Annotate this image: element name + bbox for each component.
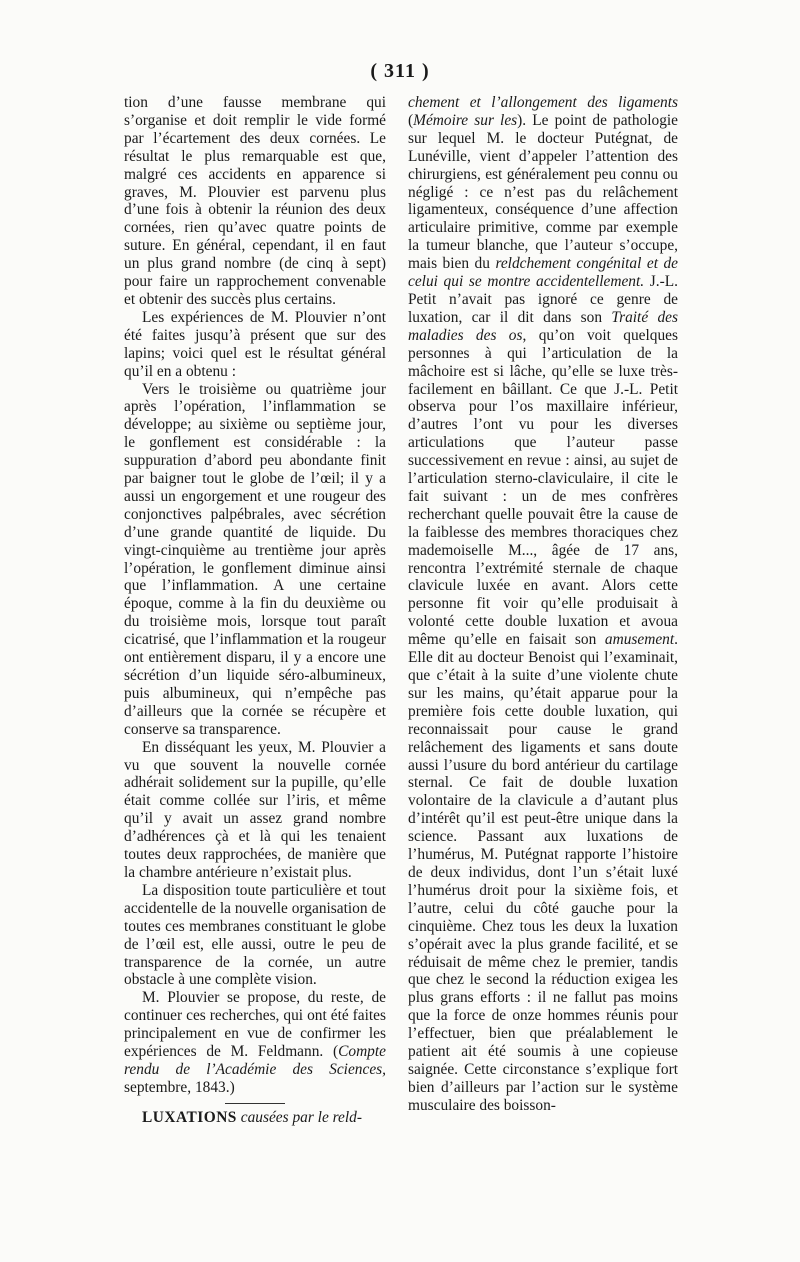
paragraph-experiences: Les expériences de M. Plouvier n’ont été faites jusqu’à présent que sur des lapins; voici quel est le résultat général qu’il en a obtenu : — [124, 308, 386, 380]
citation-date: septembre, 1843.) — [124, 1078, 235, 1096]
title-continuation: chement et l’allongement des ligaments — [408, 94, 678, 111]
paren-open: ( — [408, 111, 414, 129]
left-column — [124, 94, 386, 1127]
paragraph-disposition: La disposition toute particulière et tout accidentelle de la nouvelle organisation de toutes ces membranes constituant le globe de l’œil est, elle aussi, outre le peu de transparence de la cornée, un autre obstacle à une complète vision. — [124, 881, 386, 989]
emphasis-amusement: amusement — [604, 631, 675, 649]
luxation-text-c: , qu’on voit quelques personnes à qui l’articulation de la mâchoire est si lâche, qu’elle se luxe très-facilement en bâillant. Ce que J.-L. Petit observa pour l’os maxillaire inférieur, d’autres l’ont vu pour les diverses articulations que l’auteur passe successivement en revue : ainsi, au sujet de l’articulation sterno-claviculaire, il cite le fait suivant : un de mes confrères recherchant quelle pouvait être la cause de la faiblesse des membres thoraciques chez mademoiselle M..., âgée de 17 ans, rencontra l’extrémité sternale de chaque clavicule luxée en avant. Alors cette personne fit voir qu’elle produisait à volonté cette double luxation et avoua même qu’elle en faisait son — [408, 326, 678, 649]
paragraph-membrane: tion d’une fausse membrane qui s’organise et doit remplir le vide formé par l’écartement des deux cornées. Le résultat le plus remarquable est que, malgré ces accidents en apparence si graves, M. Plouvier est parvenu plus d’une fois à obtenir la réunion des deux cornées, rien qu’avec quatre points de suture. En général, cependant, il en faut un plus grand nombre (de cinq à sept) pour faire un rapprochement convenable et obtenir des succès plus certains. — [124, 94, 386, 308]
paragraph-dissection: En disséquant les yeux, M. Plouvier a vu que souvent la nouvelle cornée adhérait solidement sur la pupille, qu’elle était comme collée sur l’iris, et même qu’il y avait un assez grand nombre d’adhérences çà et là qui les tenaient toutes deux rapprochées, de manière que la chambre antérieure n’existait plus. — [124, 738, 386, 881]
citation-compte-rendu: Compte rendu de l’Académie des Sciences, — [124, 1043, 386, 1078]
citation-traite: Traité des maladies des os — [408, 308, 678, 344]
luxation-text-a: ). Le point de pathologie sur lequel M. le docteur Putégnat, de Lunéville, vient d’appeler l’attention des chirurgiens, est généralement peu connu ou négligé : ce n’est pas du relâchement ligamenteux, conséquence d’une affection articulaire primitive, comme par exemple la tumeur blanche, que l’auteur s’occupe, mais bien du — [408, 111, 678, 273]
page-number: ( 311 ) — [370, 60, 430, 82]
paragraph-luxations — [408, 94, 678, 1115]
section-divider — [225, 1103, 285, 1104]
heading-luxations: LUXATIONS — [142, 1108, 237, 1126]
paragraph-conclusion — [124, 989, 386, 1096]
conclusion-text: M. Plouvier se propose, du reste, de continuer ces recherches, qui ont été faites principalement en vue de confirmer les expériences de M. Feldmann. ( — [124, 989, 386, 1061]
section-heading-luxations — [124, 1109, 386, 1127]
emphasis-relachement: reldchement congénital et de celui qui se montre accidentellement. — [408, 255, 679, 291]
paragraph-inflammation: Vers le troisième ou quatrième jour après l’opération, l’inflammation se développe; au sixième ou septième jour, le gonflement est considérable : la suppuration d’abord peu abondante finit par baigner tout le globe de l’œil; il y a aussi un engorgement et une rougeur des conjonctives palpébrales, avec sécrétion d’une grande quantité de liquide. Du vingt-cinquième au trentième jour après l’opération, le gonflement diminue ainsi que l’inflammation. A une certaine époque, comme à la fin du deuxième ou du troisième mois, lorsque tout paraît cicatrisé, que l’inflammation et la rougeur ont entièrement disparu, il y a encore une sécrétion d’un liquide séro-albumineux, puis albumineux, qui n’empêche pas d’ailleurs que la cornée se récupère et conserve sa transparence. — [124, 380, 386, 738]
memoire-label: Mémoire sur les — [413, 111, 518, 129]
heading-causees: causées par le reld- — [240, 1108, 362, 1126]
right-column — [408, 94, 678, 1115]
luxation-text-b: J.-L. Petit n’avait pas ignoré ce genre de luxation, car il dit dans son — [408, 273, 678, 326]
luxation-text-d: . Elle dit au docteur Benoist qui l’examinait, que c’était à la suite d’une violente chute sur les mains, qu’était apparue pour la première fois cette double luxation, qui reconnaissait pour cause le grand relâchement des ligaments et sans doute aussi l’usure du bord antérieur du cartilage sternal. Ce fait de double luxation volontaire de la clavicule a d’autant plus d’intérêt qu’il est peut-être unique dans la science. Passant aux luxations de l’humérus, M. Putégnat rapporte l’histoire de deux individus, dont l’un s’était luxé l’humérus droit pour la sixième fois, et l’autre, celui du côté gauche pour la cinquième. Chez tous les deux la luxation s’opérait avec la plus grande facilité, et se réduisait de même chez le premier, tandis que chez le second la réduction exigea les plus grans efforts : il ne fallut pas moins que la force de onze hommes réunis pour l’effectuer, bien que préalablement le patient ait été soumis à une copieuse saignée. Cette circonstance s’explique fort bien d’ailleurs par l’action sur le système musculaire des boisson- — [408, 631, 678, 1114]
